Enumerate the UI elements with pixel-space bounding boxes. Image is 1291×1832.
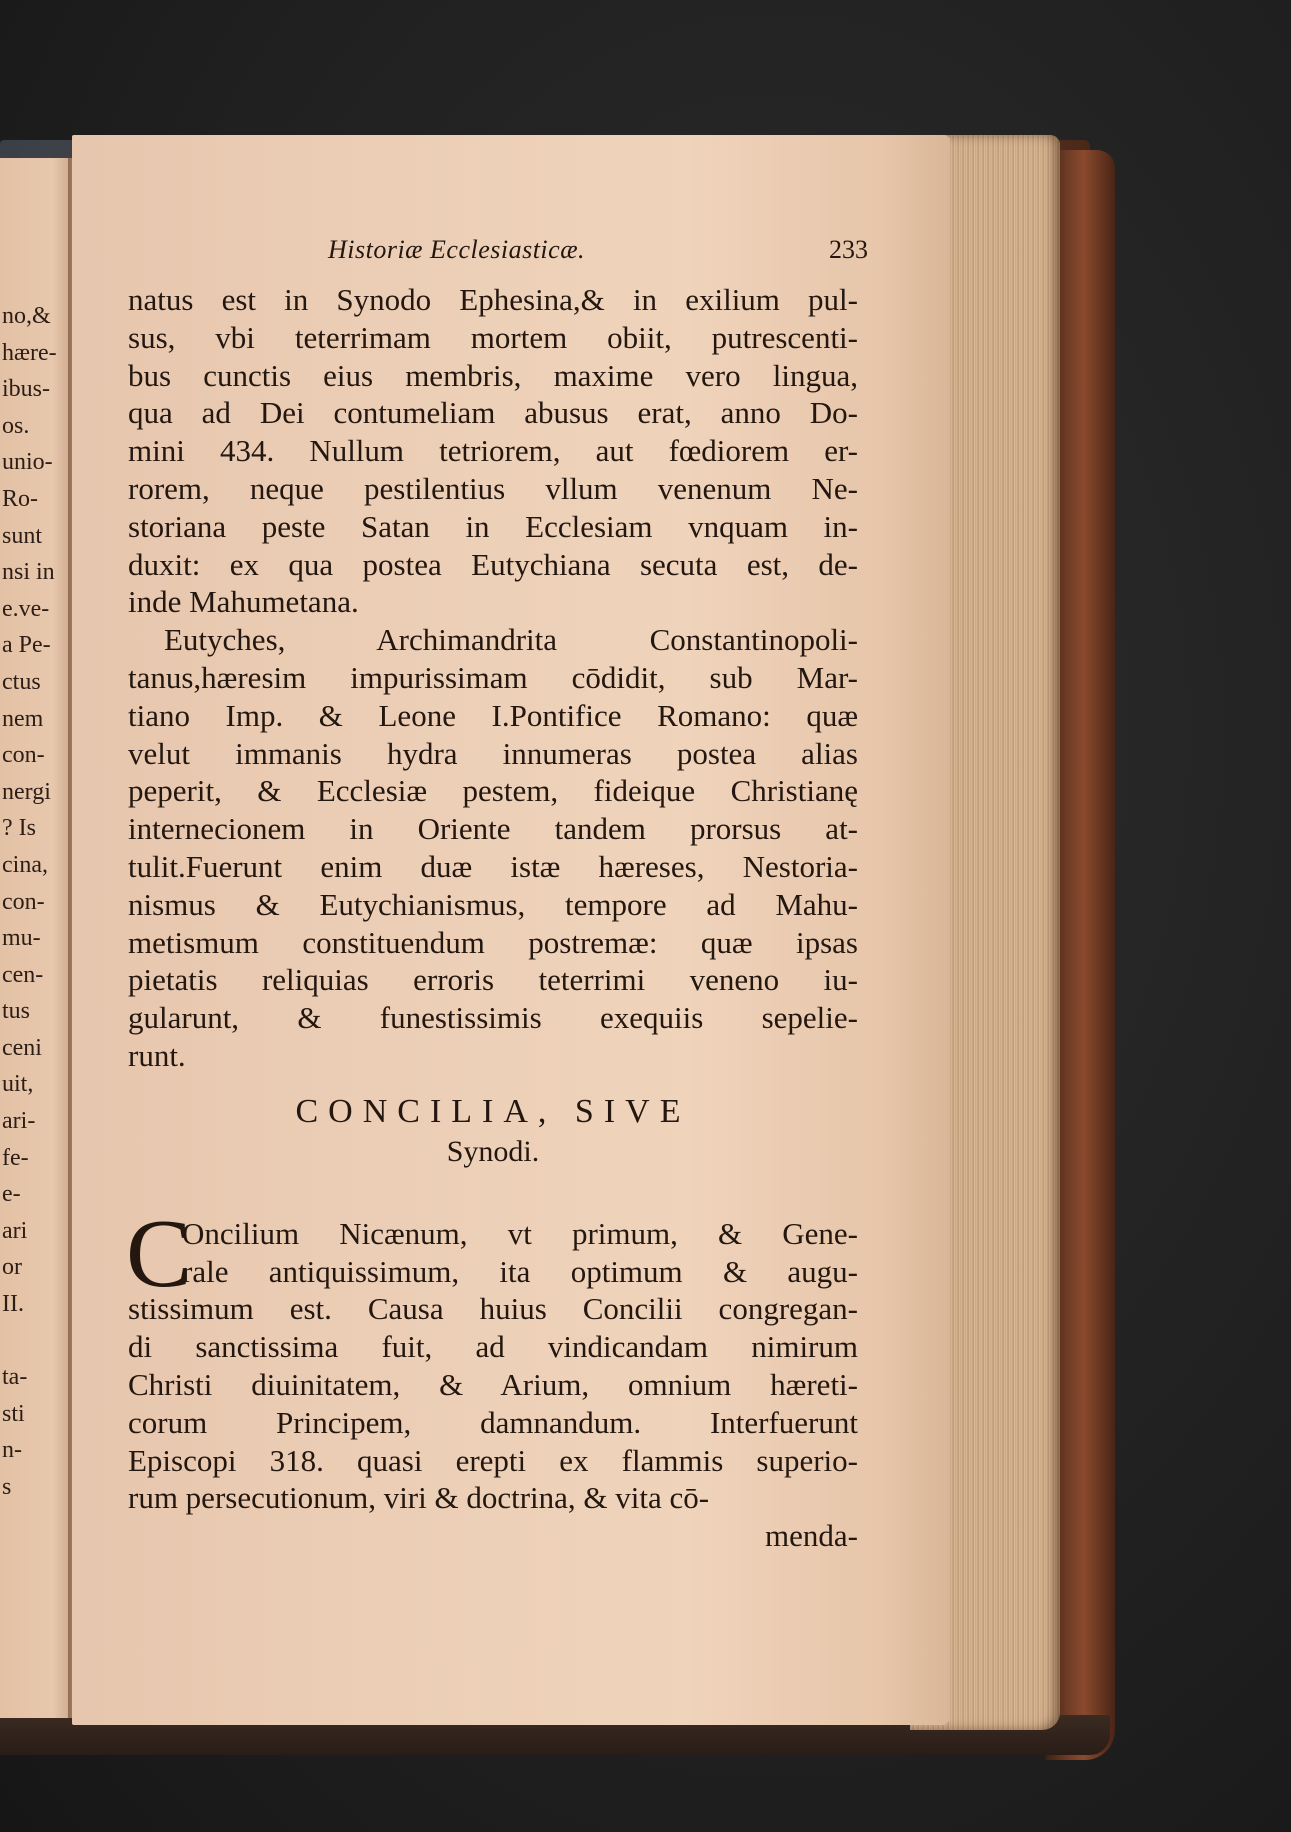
left-page-fragment: cen- bbox=[2, 961, 44, 988]
text-line: rum persecutionum, viri & doctrina, & vita cō- bbox=[128, 1480, 710, 1516]
left-page-fragment: ta- bbox=[2, 1364, 28, 1391]
text-line: Episcopi 318. quasi erepti ex flammis superio- bbox=[128, 1442, 858, 1478]
left-page-fragment: hære- bbox=[2, 339, 57, 366]
paragraph-eutyches bbox=[128, 621, 858, 1075]
left-page-fragment bbox=[2, 1323, 72, 1360]
text-line: stissimum est. Causa huius Concilii congregan- bbox=[128, 1291, 858, 1327]
running-title: Historiæ Ecclesiasticæ. bbox=[328, 235, 586, 264]
left-page-fragment: e.ve- bbox=[2, 595, 50, 622]
text-line: corum Principem, damnandum. Interfuerunt bbox=[128, 1404, 858, 1440]
text-line: tulit.Fuerunt enim duæ istæ hæreses, Nestoria- bbox=[128, 848, 858, 884]
text-line: gularunt, & funestissimis exequiis sepelie- bbox=[128, 1000, 858, 1036]
left-page-fragment: nergi bbox=[2, 778, 51, 805]
left-page-fragment: II. bbox=[2, 1291, 24, 1318]
left-page-fragment: e- bbox=[2, 1181, 21, 1208]
section-heading bbox=[128, 1093, 858, 1169]
left-page bbox=[0, 158, 75, 1718]
catchword: menda- bbox=[765, 1518, 858, 1554]
left-page-fragment: uit, bbox=[2, 1071, 34, 1098]
left-page-fragment: Ro- bbox=[2, 485, 38, 512]
left-page-fragment: fe- bbox=[2, 1144, 29, 1171]
left-page-fragment: cina, bbox=[2, 851, 48, 878]
left-page-fragment: ari bbox=[2, 1217, 28, 1244]
left-page-fragment: nsi in bbox=[2, 559, 55, 586]
left-page-fragment: s bbox=[2, 1474, 12, 1500]
text-line: sus, vbi teterrimam mortem obiit, putrescenti- bbox=[128, 319, 858, 355]
left-page-fragment: ibus- bbox=[2, 376, 50, 403]
left-page-fragment: ctus bbox=[2, 668, 41, 695]
text-line: velut immanis hydra innumeras postea alias bbox=[128, 735, 858, 771]
left-page-fragment: sunt bbox=[2, 522, 43, 549]
left-page-text-fragments bbox=[2, 298, 72, 1506]
text-line: pietatis reliquias erroris teterrimi veneno iu- bbox=[128, 962, 858, 998]
text-line: metismum constituendum postremæ: quæ ipsas bbox=[128, 924, 858, 960]
text-line: runt. bbox=[128, 1037, 186, 1073]
text-line: nismus & Eutychianismus, tempore ad Mahu- bbox=[128, 886, 858, 922]
text-line: Oncilium Nicænum, vt primum, & Gene- bbox=[182, 1215, 858, 1251]
left-page-fragment: ari- bbox=[2, 1108, 36, 1135]
text-line: rale antiquissimum, ita optimum & augu- bbox=[182, 1253, 858, 1289]
paragraph-concilium-nicaenum bbox=[126, 1199, 858, 1517]
text-line: internecionem in Oriente tandem prorsus at- bbox=[128, 811, 858, 847]
heading-line-2: Synodi. bbox=[446, 1134, 540, 1168]
left-page-fragment: ? Is bbox=[2, 815, 36, 842]
text-line: bus cunctis eius membris, maxime vero lingua, bbox=[128, 357, 858, 393]
page-text-block bbox=[126, 235, 868, 1555]
text-line: peperit, & Ecclesiæ pestem, fideique Christianę bbox=[128, 773, 858, 809]
left-page-fragment: nem bbox=[2, 705, 44, 732]
left-page-fragment: or bbox=[2, 1254, 22, 1281]
left-page-fragment: tus bbox=[2, 998, 31, 1025]
text-line: qua ad Dei contumeliam abusus erat, anno Do- bbox=[128, 395, 858, 431]
drop-cap: C bbox=[126, 1199, 192, 1308]
left-page-fragment: ceni bbox=[2, 1034, 42, 1061]
left-page-fragment: con- bbox=[2, 888, 45, 915]
left-page-fragment: n- bbox=[2, 1437, 22, 1464]
text-line: natus est in Synodo Ephesina,& in exilium pul- bbox=[128, 282, 858, 317]
text-line: duxit: ex qua postea Eutychiana secuta est, de- bbox=[128, 546, 858, 582]
left-page-fragment: unio- bbox=[2, 449, 53, 476]
right-page bbox=[72, 135, 950, 1725]
text-line: mini 434. Nullum tetriorem, aut fœdiorem er- bbox=[128, 433, 858, 469]
text-line: inde Mahumetana. bbox=[128, 584, 359, 620]
left-page-fragment: con- bbox=[2, 742, 45, 769]
left-page-fragment: os. bbox=[2, 412, 30, 439]
heading-line-1: CONCILIA, SIVE bbox=[295, 1092, 691, 1130]
running-head bbox=[128, 235, 868, 275]
text-line: rorem, neque pestilentius vllum venenum Ne- bbox=[128, 470, 858, 506]
page-number: 233 bbox=[829, 235, 868, 264]
left-page-fragment: mu- bbox=[2, 925, 41, 952]
paragraph-nestorius bbox=[128, 281, 858, 621]
left-page-fragment: no,& bbox=[2, 303, 51, 329]
text-line: di sanctissima fuit, ad vindicandam nimirum bbox=[128, 1329, 858, 1365]
left-page-fragment: a Pe- bbox=[2, 632, 51, 659]
text-line: Eutyches, Archimandrita Constantinopoli- bbox=[164, 622, 858, 658]
text-line: tiano Imp. & Leone I.Pontifice Romano: quæ bbox=[128, 697, 858, 733]
left-page-fragment: sti bbox=[2, 1400, 25, 1427]
text-line: tanus,hæresim impurissimam cōdidit, sub Mar- bbox=[128, 659, 858, 695]
text-line: storiana peste Satan in Ecclesiam vnquam in- bbox=[128, 508, 858, 544]
text-line: Christi diuinitatem, & Arium, omnium hæreti- bbox=[128, 1366, 858, 1402]
